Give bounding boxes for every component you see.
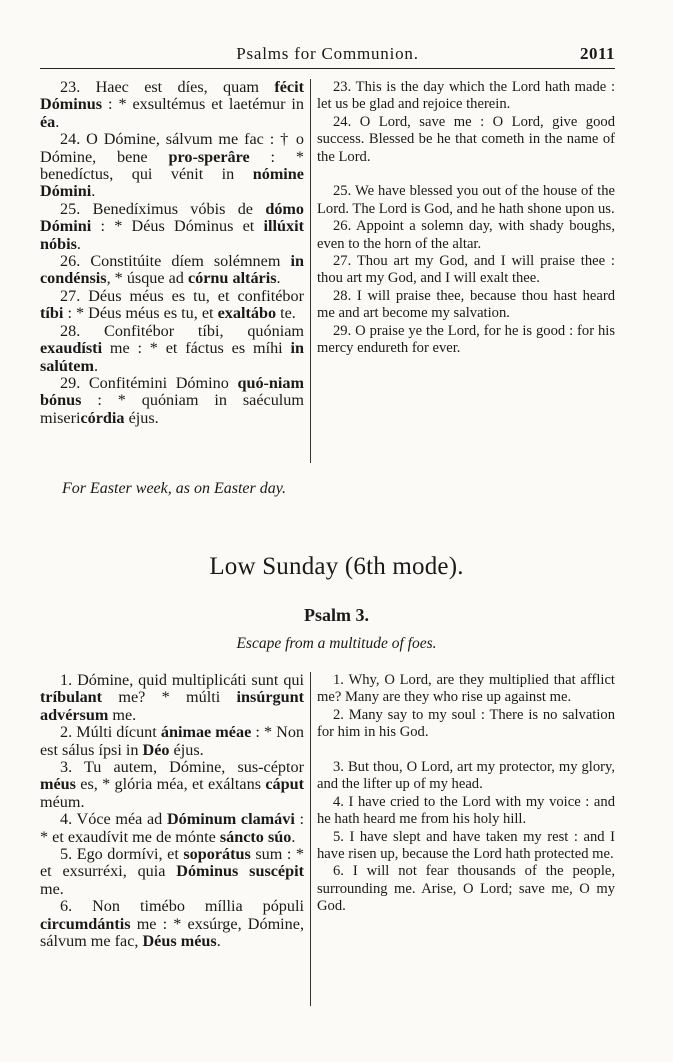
accented-syllables: Déo xyxy=(142,740,170,759)
accented-syllables: Déus méus xyxy=(142,932,217,951)
verse-text: Confitémini Dómino xyxy=(88,373,238,392)
latin-verse xyxy=(40,375,304,427)
verse-text: me : * exsúrge, Dómine, sálvum me fac, xyxy=(40,914,304,951)
latin-verse xyxy=(40,253,304,288)
verse-text: Why, O Lord, are they multiplied that afflict me? Many are they who rise up against me. xyxy=(317,672,615,706)
verse-number: 3. xyxy=(60,758,84,777)
verse-text: Non timébo míllia pópuli xyxy=(92,897,304,916)
english-verse xyxy=(317,218,615,253)
english-verse xyxy=(317,183,615,218)
verse-text: I will not fear thousands of the people, surrounding me. Arise, O Lord; save me, O my God. xyxy=(317,863,615,915)
verse-text: Dómine, quid multiplicáti sunt qui xyxy=(77,671,305,689)
verse-text: : * quóniam in saéculum miseri xyxy=(40,391,304,427)
latin-verse xyxy=(40,79,304,131)
english-verse xyxy=(317,288,615,323)
page-number: 2011 xyxy=(579,44,615,63)
english-column xyxy=(311,672,615,1006)
verse-text: . xyxy=(55,112,60,131)
english-verse xyxy=(317,829,615,864)
latin-verse xyxy=(40,898,304,950)
verse-number: 1. xyxy=(60,671,78,689)
verse-number: 2. xyxy=(333,706,349,723)
verse-number: 4. xyxy=(60,810,77,829)
english-verse xyxy=(317,323,615,358)
accented-syllables: Dóminus xyxy=(176,862,239,881)
accented-syllables: éa xyxy=(40,112,56,131)
accented-syllables: Dóminum clamávi xyxy=(166,810,295,829)
verse-number: 26. xyxy=(60,252,91,271)
verse-text: O Dómine, sálvum me fac : † o Dómine, bene xyxy=(40,130,305,166)
verse-text: . xyxy=(276,269,281,288)
verse-text: Múlti dícunt xyxy=(76,723,161,742)
rubric: For Easter week, as on Easter day. xyxy=(62,480,286,497)
accented-syllables: tríbulant xyxy=(40,688,103,707)
accented-syllables: pro-sperâre xyxy=(168,147,250,166)
verse-number: 23. xyxy=(333,79,356,95)
verse-number: 29. xyxy=(333,322,356,339)
accented-syllables: dómo Dómini xyxy=(40,199,304,236)
psalm-title: Psalm 3. xyxy=(304,605,369,625)
verse-number: 24. xyxy=(333,113,360,130)
latin-verse xyxy=(40,323,304,375)
verse-text: sum : * et exsurréxi, quia xyxy=(40,845,305,881)
english-verse xyxy=(317,707,615,742)
verse-text: Many say to my soul : There is no salvation for him in his God. xyxy=(317,706,616,741)
verse-number: 6. xyxy=(333,863,353,880)
verse-text: . xyxy=(91,182,96,201)
verse-text: Confitébor tíbi, quóniam xyxy=(104,321,304,340)
verse-text: : * benedíctus, qui vénit in xyxy=(40,147,304,184)
latin-verse xyxy=(40,724,304,759)
verse-number: 26. xyxy=(333,218,356,235)
verse-text: Appoint a solemn day, with shady boughs, even to the horn of the altar. xyxy=(317,218,616,252)
accented-syllables: suscépit xyxy=(249,862,305,881)
page-header xyxy=(40,44,615,69)
verse-text: méum. xyxy=(40,792,85,811)
latin-verse xyxy=(40,672,304,724)
verse-text: Déus méus es tu, et confitébor xyxy=(88,286,304,305)
verse-text: : * Déus méus es tu, et xyxy=(63,304,218,323)
verse-text: Haec est díes, quam xyxy=(95,78,275,96)
verse-text: me. xyxy=(108,705,137,724)
english-verse xyxy=(317,79,615,114)
accented-syllables: fécit xyxy=(274,78,304,96)
verse-number: 3. xyxy=(333,759,348,776)
verse-text: me : * et fáctus es míhi xyxy=(102,339,291,358)
verse-text: me. xyxy=(40,879,64,898)
accented-syllables: circumdántis xyxy=(40,914,131,933)
verse-text: We have blessed you out of the house of the Lord. The Lord is God, and he hath shone upon us. xyxy=(317,183,615,217)
verse-text: : * Déus Dóminus et xyxy=(91,217,264,236)
verse-text: . xyxy=(93,356,98,375)
verse-text: Tu autem, Dómine, sus-céptor xyxy=(83,758,304,777)
verse-text: Ego dormívi, et xyxy=(76,845,184,864)
latin-verse xyxy=(40,201,304,253)
accented-syllables: córnu altáris xyxy=(187,269,277,288)
latin-column xyxy=(40,672,311,1006)
accented-syllables: ánimae méae xyxy=(160,723,252,742)
accented-syllables: súo xyxy=(267,827,292,846)
verse-text: Benedíximus vóbis de xyxy=(92,199,266,218)
verse-text xyxy=(238,862,249,880)
psalm-subtitle: Escape from a multitude of foes. xyxy=(236,635,437,652)
accented-syllables: soporátus xyxy=(183,845,251,864)
psalm-3-text-block xyxy=(40,672,615,1006)
section-title: Low Sunday (6th mode). xyxy=(209,553,464,580)
verse-text: éjus. xyxy=(124,408,159,427)
english-verse xyxy=(317,114,615,166)
verse-number: 28. xyxy=(333,287,357,304)
latin-verse xyxy=(40,131,304,201)
accented-syllables: Dóminus xyxy=(40,95,103,114)
verse-number: 27. xyxy=(60,286,89,305)
verse-number: 28. xyxy=(60,321,105,340)
accented-syllables: illúxit nóbis xyxy=(40,217,304,253)
verse-number: 25. xyxy=(60,199,93,218)
verse-text: : * Non est sálus ípsi in xyxy=(40,723,305,759)
verse-text: O praise ye the Lord, for he is good : for his mercy endureth for ever. xyxy=(317,322,616,357)
running-title: Psalms for Communion. xyxy=(236,44,419,63)
verse-text: . xyxy=(291,827,296,846)
accented-syllables: tíbi xyxy=(40,304,64,323)
accented-syllables: exaltábo xyxy=(217,304,277,323)
verse-text: I have cried to the Lord with my voice : and he hath heard me from his holy hill. xyxy=(317,793,615,828)
english-verse xyxy=(317,672,615,707)
accented-syllables: in condénsis xyxy=(40,252,305,288)
verse-text: éjus. xyxy=(169,740,204,759)
verse-number: 5. xyxy=(60,845,77,864)
verse-text: me? * múlti xyxy=(102,688,237,707)
verse-text: : * exsultémus et laetémur in xyxy=(102,95,304,114)
english-verse xyxy=(317,794,615,829)
accented-syllables: in salútem xyxy=(40,339,304,375)
verse-text: . xyxy=(76,234,81,253)
accented-syllables: quó-niam bónus xyxy=(40,373,305,410)
english-verse xyxy=(317,863,615,915)
accented-syllables: sáncto xyxy=(219,827,264,846)
english-verse xyxy=(317,759,615,794)
verse-number: 6. xyxy=(60,897,93,916)
verse-number: 5. xyxy=(333,828,350,845)
verse-text: es, * glória méa, et exáltans xyxy=(75,775,266,794)
verse-number: 4. xyxy=(333,793,349,810)
verse-text: O Lord, save me : O Lord, give good success. Blessed be he that cometh in the name of the Lord. xyxy=(317,113,615,165)
verse-text: , * úsque ad xyxy=(106,269,188,288)
latin-verse xyxy=(40,811,304,846)
accented-syllables: exaudísti xyxy=(40,339,103,358)
verse-text: : * et exaudívit me de mónte xyxy=(40,810,304,846)
verse-text: Vóce méa ad xyxy=(76,810,167,829)
latin-column xyxy=(40,79,311,463)
psalm-117-text-block xyxy=(40,79,615,463)
accented-syllables: nómine Dómini xyxy=(40,165,304,201)
verse-number: 25. xyxy=(333,183,355,200)
latin-verse xyxy=(40,759,304,811)
accented-syllables: cáput xyxy=(265,775,304,794)
latin-verse xyxy=(40,288,304,323)
english-column xyxy=(311,79,615,463)
verse-text: te. xyxy=(276,304,296,323)
verse-text: Constitúite díem solémnem xyxy=(90,252,291,271)
verse-number: 24. xyxy=(60,130,87,149)
verse-number: 27. xyxy=(333,253,357,270)
verse-number: 23. xyxy=(60,78,96,96)
verse-text: . xyxy=(216,932,221,951)
accented-syllables: córdia xyxy=(80,408,125,427)
english-verse xyxy=(317,253,615,288)
verse-text: But thou, O Lord, art my protector, my glory, and the lifter up of my head. xyxy=(317,759,616,793)
verse-number: 29. xyxy=(60,373,89,392)
verse-text: I will praise thee, because thou hast heard me and art become my salvation. xyxy=(317,287,616,322)
accented-syllables: méus xyxy=(40,775,76,794)
verse-text: I have slept and have taken my rest : and I have risen up, because the Lord hath protected me. xyxy=(317,828,616,863)
latin-verse xyxy=(40,846,304,898)
verse-number: 1. xyxy=(333,672,349,688)
verse-text: This is the day which the Lord hath made : let us be glad and rejoice therein. xyxy=(317,79,615,113)
verse-number: 2. xyxy=(60,723,77,742)
verse-text: Thou art my God, and I will praise thee : thou art my God, and I will exalt thee. xyxy=(317,253,615,287)
accented-syllables: insúrgunt advérsum xyxy=(40,688,304,724)
